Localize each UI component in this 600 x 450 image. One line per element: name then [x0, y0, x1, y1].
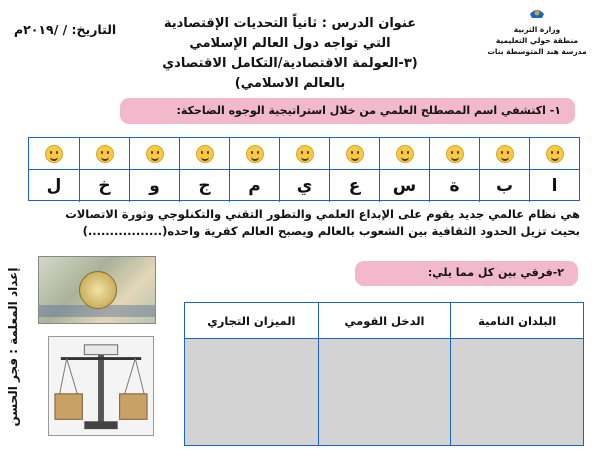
joy-face-icon	[546, 145, 564, 163]
district-name: منطقة حولي التعليمية	[495, 36, 579, 45]
letter-cell	[329, 170, 379, 202]
question-1-banner: ١- اكتشفي اسم المصطلح العلمي من خلال استراتيجية الوجوه الضاحكة:	[120, 98, 575, 124]
teacher-credit	[4, 262, 22, 432]
school-name: مدرسة هند المتوسطة بنات	[487, 47, 587, 56]
letter: و	[149, 176, 160, 196]
lesson-topic: (٣-العولمة الاقتصادية/التكامل الاقتصادي بالعالم الاسلامي)	[162, 56, 418, 91]
letter: ج	[198, 176, 211, 196]
definition-line-2: بحيث تزيل الحدود الثقافية بين الشعوب بالعالم ويصبح العالم كقرية واحده(.................)	[82, 224, 580, 238]
letter: س	[392, 176, 417, 196]
squint-face-icon	[396, 145, 414, 163]
kuwait-crest-icon	[528, 6, 546, 20]
letter-cell	[379, 170, 429, 202]
letter: م	[248, 176, 261, 196]
letter: ب	[495, 176, 514, 196]
answer-cell-developing-countries[interactable]	[450, 339, 583, 445]
letter-cell	[229, 170, 279, 202]
laugh-face-icon	[296, 145, 314, 163]
emoji-cell	[329, 138, 379, 170]
letter: ل	[46, 176, 62, 196]
nerd-face-icon	[196, 145, 214, 163]
column-header-trade-balance: الميزان التجاري	[185, 303, 318, 339]
answer-cell-national-income[interactable]	[318, 339, 451, 445]
balance-scale-icon	[49, 337, 153, 435]
date-field: التاريخ: / /٢٠١٩م	[14, 22, 117, 37]
letter-cell	[29, 170, 79, 202]
coin-emblem-icon	[79, 271, 117, 309]
letter-cell	[79, 170, 129, 202]
lesson-subtitle: التي تواجه دول العالم الإسلامي	[189, 36, 391, 51]
heart-eyes-face-icon	[496, 145, 514, 163]
happy-face-icon	[446, 145, 464, 163]
column-header-developing-countries: البلدان النامية	[450, 303, 583, 339]
ministry-name: وزارة التربية	[513, 25, 561, 34]
letter-cell	[279, 170, 329, 202]
emoji-cell	[79, 138, 129, 170]
letter: خ	[98, 176, 111, 196]
lesson-header	[140, 14, 440, 94]
definition-line-1: هي نظام عالمي جديد يقوم على الإبداع العلمي والتطور التقني والتكنلوجي وثورة الاتصالات	[65, 207, 580, 221]
trade-balance-scale-image	[48, 336, 154, 436]
emoji-cell	[429, 138, 479, 170]
answer-cell-trade-balance[interactable]	[185, 339, 318, 445]
grin-face-icon	[96, 145, 114, 163]
emoji-cell	[29, 138, 79, 170]
letter-cell	[429, 170, 479, 202]
letter: ة	[449, 176, 460, 196]
emoji-cell	[179, 138, 229, 170]
emoji-cell	[229, 138, 279, 170]
emoji-cell	[479, 138, 529, 170]
letter-cell	[179, 170, 229, 202]
halo-face-icon	[45, 145, 63, 163]
wink-tongue-face-icon	[246, 145, 264, 163]
lesson-title: عنوان الدرس : ثانياً التحديات الإقتصادية	[163, 16, 417, 31]
letter: ع	[348, 176, 361, 196]
blush-face-icon	[346, 145, 364, 163]
letter: ي	[296, 176, 313, 196]
ministry-header	[482, 6, 592, 57]
emoji-letter-table	[28, 137, 580, 201]
emoji-cell	[529, 138, 579, 170]
letter-cell	[129, 170, 179, 202]
smile-face-icon	[146, 145, 164, 163]
emoji-cell	[129, 138, 179, 170]
definition-paragraph	[20, 206, 580, 240]
column-header-national-income: الدخل القومي	[318, 303, 451, 339]
currency-image	[38, 256, 156, 324]
letter: ا	[551, 176, 558, 196]
teacher-credit-text: إعداد المعلمة : فجر الحسن	[6, 267, 20, 427]
emoji-cell	[279, 138, 329, 170]
letter-cell	[479, 170, 529, 202]
question-2-banner: ٢-فرقي بين كل مما يلي:	[355, 261, 578, 286]
emoji-cell	[379, 138, 429, 170]
letter-cell	[529, 170, 579, 202]
comparison-table	[184, 302, 584, 446]
